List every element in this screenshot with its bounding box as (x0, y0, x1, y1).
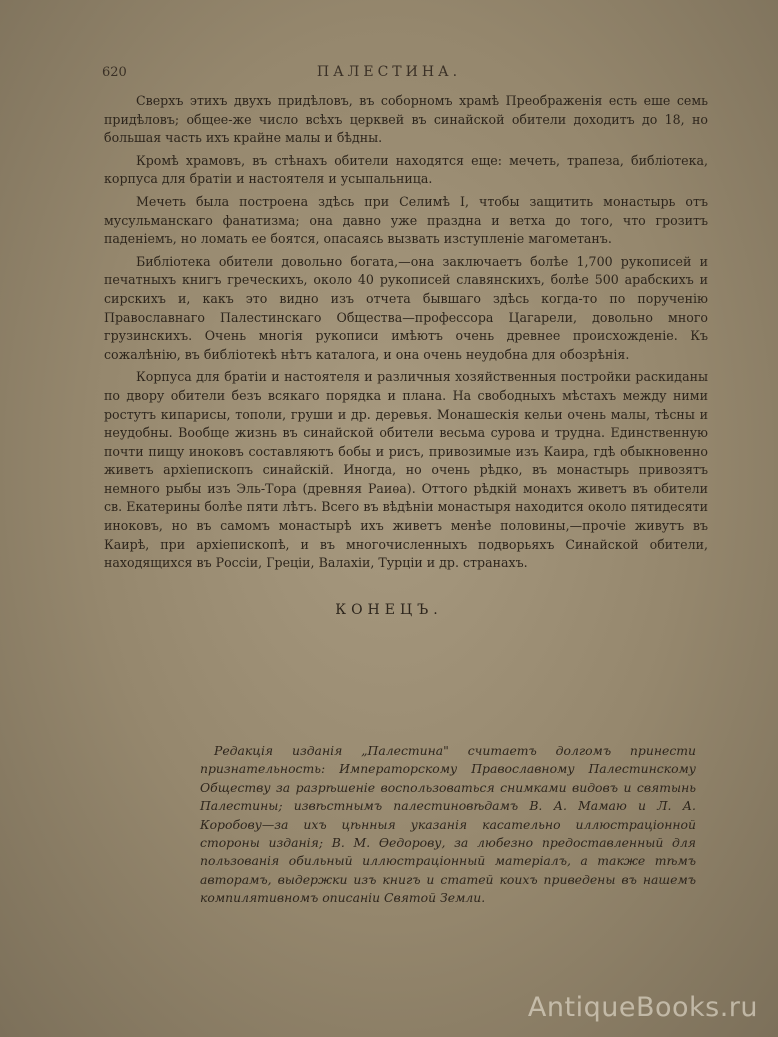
page-number: 620 (102, 65, 127, 80)
running-head: ПАЛЕСТИНА. (316, 64, 462, 80)
paragraph: Мечеть была построена здѣсь при Селимѣ I, чтобы защитить монастырь отъ мусульманскаго фанатизма; она давно уже праздна и ветха до того, что грозитъ паденіемъ, но ломать ее боятся, опасаясь вызвать изступленіе магометанъ. (104, 193, 708, 247)
the-end-heading: КОНЕЦЪ. (335, 602, 443, 618)
body-text (104, 92, 708, 577)
paragraph: Библіотека обители довольно богата,—она заключаетъ болѣе 1,700 рукописей и печатныхъ книгъ греческихъ, около 40 рукописей славянскихъ, болѣе 500 арабскихъ и сирскихъ и, какъ это видно изъ отчета бывшаго здѣсь когда-то по порученію Православнаго Палестинскаго Общества—профессора Цагарели, довольно много грузинскихъ. Очень многія рукописи имѣютъ очень древнее происхожденіе. Къ сожалѣнію, въ библіотекѣ нѣтъ каталога, и она очень неудобна для обозрѣнія. (104, 253, 708, 362)
acknowledgment-note: Редакція изданія „Палестина" считаетъ долгомъ принести признательность: Императорскому Православному Палестинскому Обществу за разрѣшеніе воспользоваться снимками видовъ и святынь Палестины; извѣстнымъ палестиновѣдамъ В. А. Мамаю и Л. А. Коробову—за ихъ цѣнныя указанія касательно иллюстраціонной стороны изданія; В. М. Ѳедорову, за любезно предоставленный для пользованія обильный иллюстраціонный матеріалъ, а также тѣмъ авторамъ, выдержки изъ книгъ и статей коихъ приведены въ нашемъ компилятивномъ описаніи Святой Земли. (200, 743, 696, 906)
watermark: AntiqueBooks.ru (527, 992, 758, 1023)
paragraph: Кромѣ храмовъ, въ стѣнахъ обители находятся еще: мечеть, трапеза, библіотека, корпуса для братіи и настоятеля и усыпальница. (104, 152, 708, 187)
paragraph: Корпуса для братіи и настоятеля и различныя хозяйственныя постройки раскиданы по двору обители безъ всякаго порядка и плана. На свободныхъ мѣстахъ между ними ростутъ кипарисы, тополи, груши и др. деревья. Монашескія кельи очень малы, тѣсны и неудобны. Вообще жизнь въ синайской обители весьма сурова и трудна. Единственную почти пищу иноковъ составляютъ бобы и рисъ, привозимые изъ Каира, гдѣ обыкновенно живетъ архіепископъ синайскій. Иногда, но очень рѣдко, въ монастырь привозятъ немного рыбы изъ Эль-Тора (древняя Раиѳа). Оттого рѣдкій монахъ живетъ въ обители св. Екатерины болѣе пяти лѣтъ. Всего въ вѣдѣніи монастыря находится около пятидесяти иноковъ, но въ самомъ монастырѣ ихъ живетъ менѣе половины,—прочіе живутъ въ Каирѣ, при архіепископѣ, и въ многочисленныхъ подворьяхъ Синайской обители, находящихся въ Россіи, Греціи, Валахіи, Турціи и др. странахъ. (104, 369, 708, 571)
paragraph: Сверхъ этихъ двухъ придѣловъ, въ соборномъ храмѣ Преображенія есть еше семь придѣловъ; общее-же число всѣхъ церквей въ синайской обители доходитъ до 18, но большая часть ихъ крайне малы и бѣдны. (104, 93, 708, 146)
